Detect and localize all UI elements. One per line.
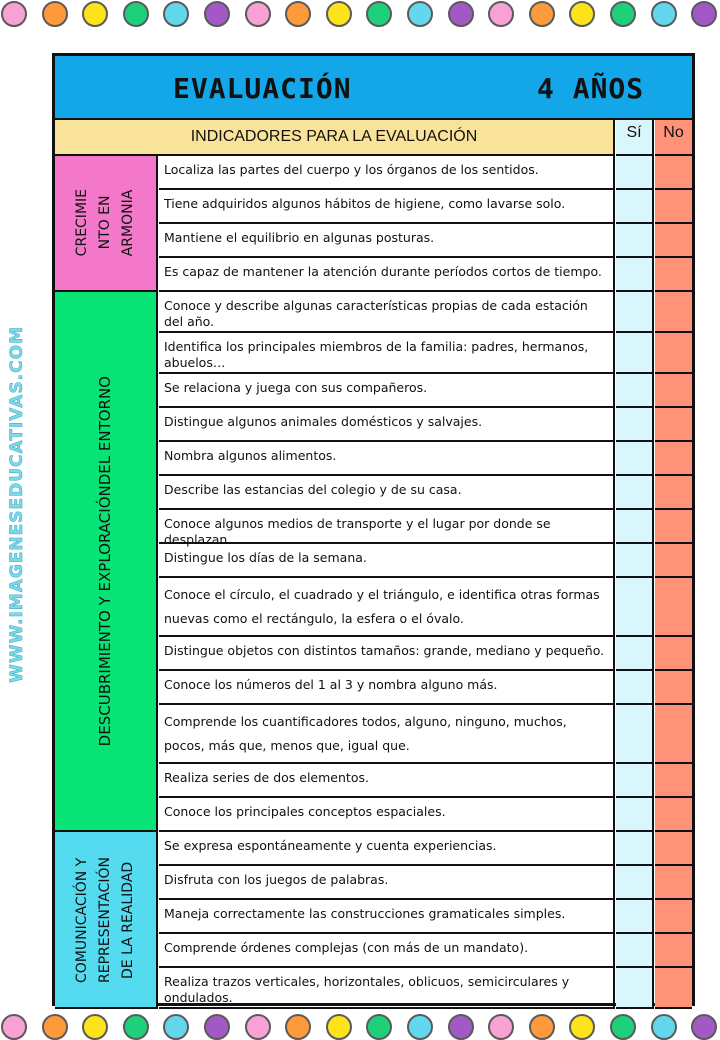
decorative-dot	[529, 1, 555, 27]
yes-checkbox-cell[interactable]	[616, 292, 654, 333]
decorative-dot	[691, 1, 717, 27]
no-checkbox-cell[interactable]	[655, 224, 692, 258]
decorative-dot	[407, 1, 433, 27]
yes-checkbox-cell[interactable]	[616, 156, 654, 190]
table-row	[159, 190, 692, 224]
decorative-dot	[366, 1, 392, 27]
no-checkbox-cell[interactable]	[655, 258, 692, 292]
yes-checkbox-cell[interactable]	[616, 764, 654, 798]
no-checkbox-cell[interactable]	[655, 190, 692, 224]
yes-checkbox-cell[interactable]	[616, 637, 654, 671]
indicator-text: Describe las estancias del colegio y de su casa.	[159, 476, 615, 510]
category-crecimiento	[55, 156, 158, 292]
decorative-dot	[529, 1014, 555, 1040]
yes-checkbox-cell[interactable]	[616, 510, 654, 544]
yes-checkbox-cell[interactable]	[616, 374, 654, 408]
indicator-text: Conoce los principales conceptos espaciales.	[159, 798, 615, 832]
category-label	[71, 857, 140, 983]
category-label-line: NTO EN	[97, 196, 113, 250]
table-row	[159, 510, 692, 547]
decorative-dot	[488, 1014, 514, 1040]
indicator-text: Es capaz de mantener la atención durante períodos cortos de tiempo.	[159, 258, 615, 292]
title-bar	[55, 56, 692, 120]
indicator-text: Conoce el círculo, el cuadrado y el triángulo, e identifica otras formas nuevas como el rectángulo, la esfera o el óvalo.	[159, 578, 615, 637]
decorative-dot	[245, 1, 271, 27]
no-checkbox-cell[interactable]	[655, 671, 692, 705]
age-label: 4 AÑOS	[537, 72, 645, 105]
bottom-dots-border	[0, 1013, 720, 1040]
no-checkbox-cell[interactable]	[655, 510, 692, 544]
indicator-text: Disfruta con los juegos de palabras.	[159, 866, 615, 900]
decorative-dot	[326, 1, 352, 27]
decorative-dot	[42, 1014, 68, 1040]
indicator-text: Comprende los cuantificadores todos, alguno, ninguno, muchos, pocos, más que, menos que, igual que.	[159, 705, 615, 764]
no-checkbox-cell[interactable]	[655, 705, 692, 764]
table-row	[159, 671, 692, 705]
decorative-dot	[651, 1014, 677, 1040]
decorative-dot	[610, 1014, 636, 1040]
indicator-text: Distingue objetos con distintos tamaños: grande, mediano y pequeño.	[159, 637, 615, 671]
yes-checkbox-cell[interactable]	[616, 866, 654, 900]
yes-checkbox-cell[interactable]	[616, 442, 654, 476]
table-row	[159, 705, 692, 764]
yes-checkbox-cell[interactable]	[616, 544, 654, 578]
category-label	[71, 189, 140, 256]
yes-checkbox-cell[interactable]	[616, 476, 654, 510]
decorative-dot	[691, 1014, 717, 1040]
indicator-text: Identifica los principales miembros de la familia: padres, hermanos, abuelos…	[159, 333, 615, 374]
top-dots-border	[0, 0, 720, 28]
table-row	[159, 333, 692, 374]
no-column-header: No	[655, 120, 692, 156]
no-checkbox-cell[interactable]	[655, 292, 692, 333]
table-row	[159, 866, 692, 900]
table-row	[159, 900, 692, 934]
yes-checkbox-cell[interactable]	[616, 671, 654, 705]
decorative-dot	[569, 1, 595, 27]
indicators-header: INDICADORES PARA LA EVALUACIÓN	[55, 120, 615, 156]
no-checkbox-cell[interactable]	[655, 934, 692, 968]
decorative-dot	[245, 1014, 271, 1040]
indicator-text: Maneja correctamente las construcciones gramaticales simples.	[159, 900, 615, 934]
no-checkbox-cell[interactable]	[655, 832, 692, 866]
table-row	[159, 408, 692, 442]
decorative-dot	[366, 1014, 392, 1040]
decorative-dot	[204, 1, 230, 27]
decorative-dot	[285, 1, 311, 27]
yes-checkbox-cell[interactable]	[616, 968, 654, 1009]
category-label-line: REPRESENTACIÓN	[97, 856, 113, 983]
yes-checkbox-cell[interactable]	[616, 705, 654, 764]
watermark-text: WWW.IMAGENESEDUCATIVAS.COM	[7, 325, 27, 683]
yes-checkbox-cell[interactable]	[616, 224, 654, 258]
no-checkbox-cell[interactable]	[655, 156, 692, 190]
no-checkbox-cell[interactable]	[655, 544, 692, 578]
no-checkbox-cell[interactable]	[655, 900, 692, 934]
no-checkbox-cell[interactable]	[655, 408, 692, 442]
indicator-text: Distingue algunos animales domésticos y salvajes.	[159, 408, 615, 442]
table-row	[159, 637, 692, 671]
yes-checkbox-cell[interactable]	[616, 190, 654, 224]
indicator-text: Realiza trazos verticales, horizontales, oblicuos, semicirculares y ondulados.	[159, 968, 615, 1009]
decorative-dot	[82, 1014, 108, 1040]
decorative-dot	[1, 1, 27, 27]
category-label-line: ARMONIA	[120, 189, 136, 257]
table-row	[159, 934, 692, 968]
indicator-text: Se relaciona y juega con sus compañeros.	[159, 374, 615, 408]
table-row	[159, 764, 692, 798]
no-checkbox-cell[interactable]	[655, 374, 692, 408]
decorative-dot	[123, 1014, 149, 1040]
page-title: EVALUACIÓN	[173, 72, 352, 105]
table-row	[159, 374, 692, 408]
decorative-dot	[407, 1014, 433, 1040]
no-checkbox-cell[interactable]	[655, 442, 692, 476]
yes-checkbox-cell[interactable]	[616, 333, 654, 374]
category-label-line: DESCUBRIMIENTO Y EXPLORACIÓNDEL ENTORNO	[96, 375, 114, 747]
table-row	[159, 798, 692, 832]
indicator-text: Realiza series de dos elementos.	[159, 764, 615, 798]
table-row	[159, 156, 692, 190]
decorative-dot	[610, 1, 636, 27]
yes-checkbox-cell[interactable]	[616, 900, 654, 934]
decorative-dot	[285, 1014, 311, 1040]
category-label-line: COMUNICACIÓN Y	[74, 856, 90, 983]
no-checkbox-cell[interactable]	[655, 764, 692, 798]
category-comunicacion	[55, 832, 158, 1009]
indicator-text: Mantiene el equilibrio en algunas posturas.	[159, 224, 615, 258]
indicator-text: Distingue los días de la semana.	[159, 544, 615, 578]
no-checkbox-cell[interactable]	[655, 476, 692, 510]
table-row	[159, 578, 692, 637]
decorative-dot	[163, 1014, 189, 1040]
no-checkbox-cell[interactable]	[655, 578, 692, 637]
table-row	[159, 224, 692, 258]
yes-checkbox-cell[interactable]	[616, 408, 654, 442]
indicator-text: Tiene adquiridos algunos hábitos de higiene, como lavarse solo.	[159, 190, 615, 224]
yes-checkbox-cell[interactable]	[616, 832, 654, 866]
category-label-line: CRECIMIE	[74, 189, 90, 257]
no-checkbox-cell[interactable]	[655, 333, 692, 374]
decorative-dot	[448, 1014, 474, 1040]
indicator-text: Se expresa espontáneamente y cuenta experiencias.	[159, 832, 615, 866]
category-label-line: DE LA REALIDAD	[120, 860, 136, 979]
table-row	[159, 442, 692, 476]
indicator-text: Comprende órdenes complejas (con más de un mandato).	[159, 934, 615, 968]
decorative-dot	[123, 1, 149, 27]
decorative-dot	[42, 1, 68, 27]
indicator-text: Conoce los números del 1 al 3 y nombra alguno más.	[159, 671, 615, 705]
table-row	[159, 544, 692, 578]
table-row	[159, 292, 692, 333]
indicator-text: Conoce algunos medios de transporte y el lugar por donde se desplazan.	[159, 510, 615, 544]
decorative-dot	[163, 1, 189, 27]
category-label	[94, 376, 117, 746]
no-checkbox-cell[interactable]	[655, 637, 692, 671]
indicator-text: Nombra algunos alimentos.	[159, 442, 615, 476]
yes-column-header: Sí	[616, 120, 654, 156]
decorative-dot	[204, 1014, 230, 1040]
table-row	[159, 476, 692, 510]
decorative-dot	[651, 1, 677, 27]
no-checkbox-cell[interactable]	[655, 866, 692, 900]
indicator-text: Conoce y describe algunas características propias de cada estación del año.	[159, 292, 615, 333]
no-checkbox-cell[interactable]	[655, 798, 692, 832]
table-row	[159, 968, 692, 1009]
category-descubrimiento	[55, 292, 158, 832]
yes-checkbox-cell[interactable]	[616, 258, 654, 292]
decorative-dot	[1, 1014, 27, 1040]
decorative-dot	[326, 1014, 352, 1040]
decorative-dot	[488, 1, 514, 27]
decorative-dot	[82, 1, 108, 27]
no-checkbox-cell[interactable]	[655, 968, 692, 1009]
yes-checkbox-cell[interactable]	[616, 578, 654, 637]
yes-checkbox-cell[interactable]	[616, 934, 654, 968]
table-row	[159, 832, 692, 866]
evaluation-table	[52, 53, 695, 1006]
decorative-dot	[448, 1, 474, 27]
table-row	[159, 258, 692, 292]
indicator-text: Localiza las partes del cuerpo y los órganos de los sentidos.	[159, 156, 615, 190]
watermark	[4, 325, 30, 683]
decorative-dot	[569, 1014, 595, 1040]
yes-checkbox-cell[interactable]	[616, 798, 654, 832]
